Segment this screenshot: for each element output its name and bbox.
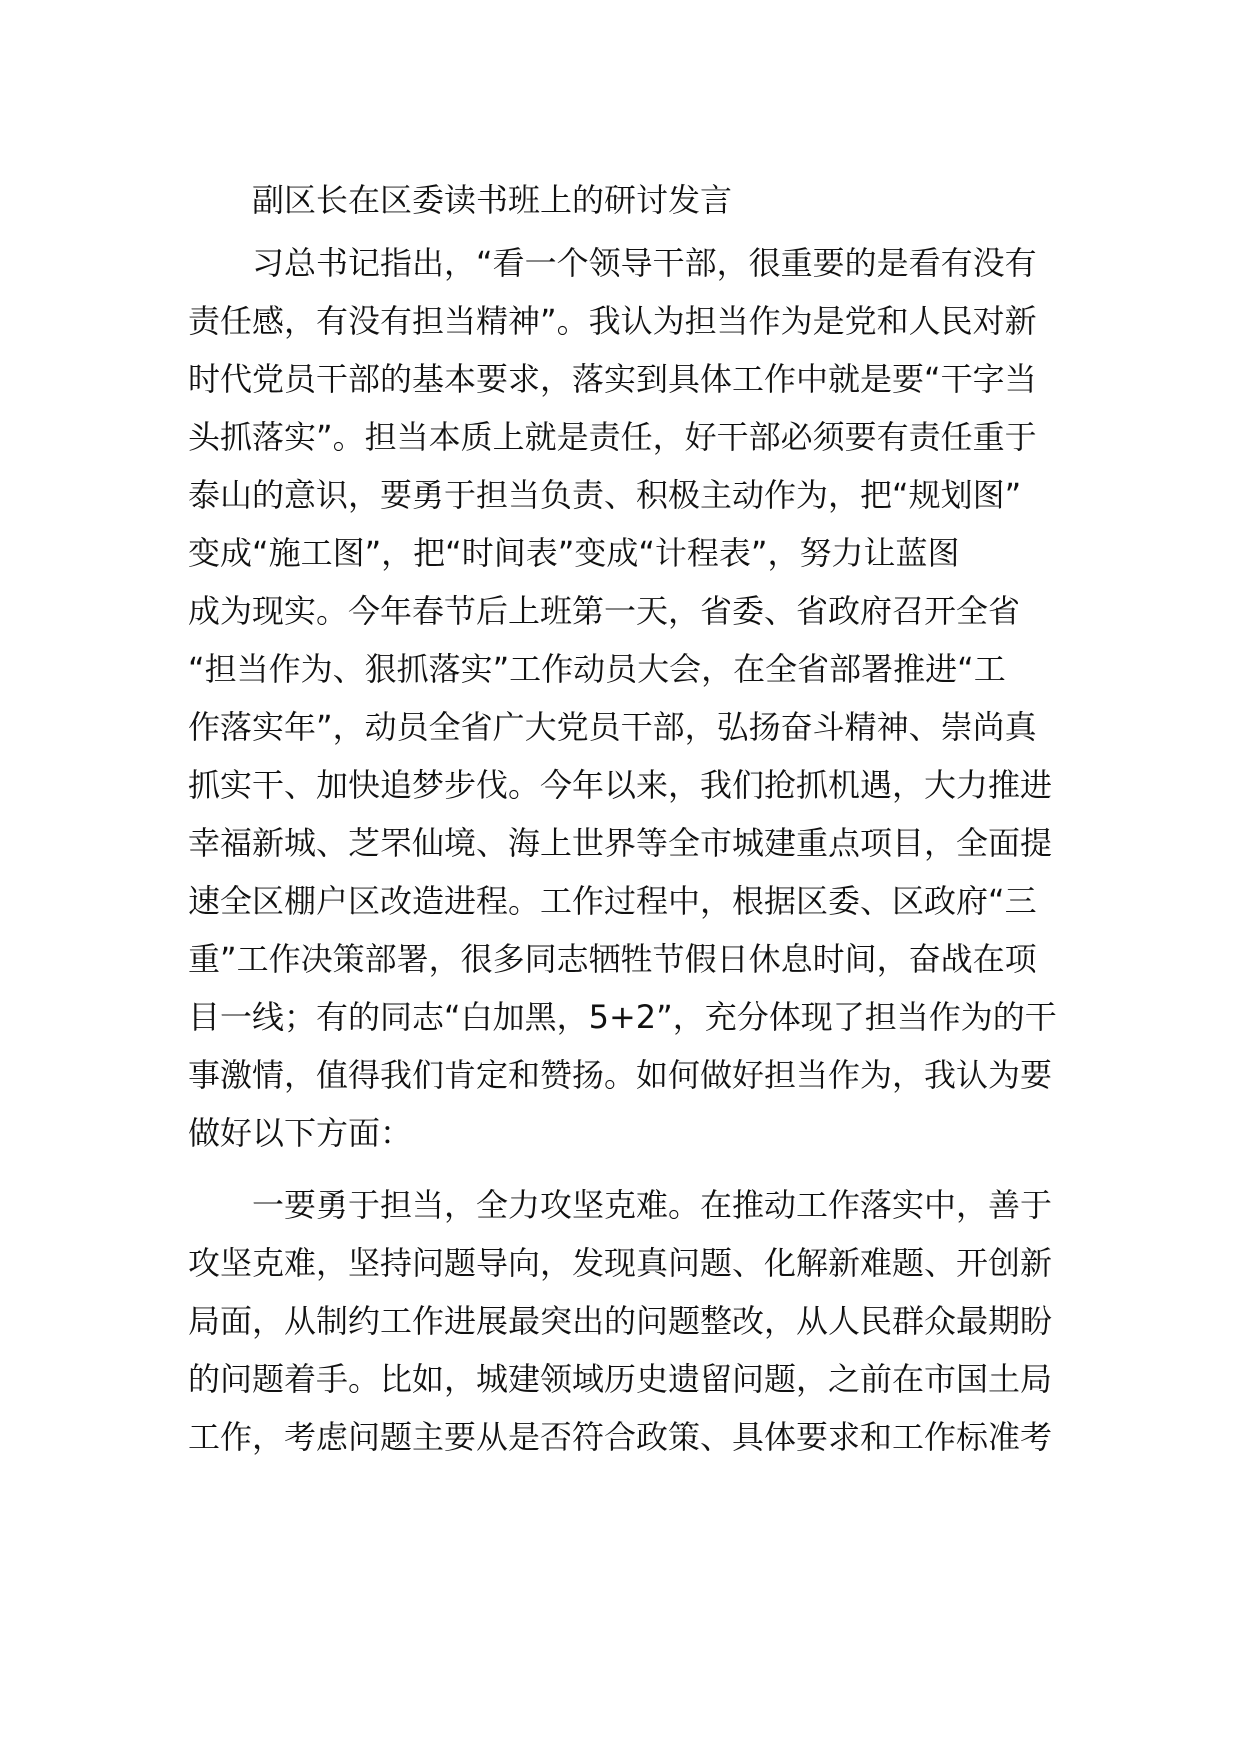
paragraph-line: 事激情，值得我们肯定和赞扬。如何做好担当作为，我认为要 <box>188 1056 1053 1094</box>
paragraph-line: 速全区棚户区改造进程。工作过程中，根据区委、区政府“三 <box>188 882 1037 920</box>
paragraph-line: 习总书记指出，“看一个领导干部，很重要的是看有没有 <box>252 244 1037 282</box>
paragraph-line: “担当作为、狠抓落实”工作动员大会，在全省部署推进“工 <box>188 650 1006 688</box>
paragraph-line: 时代党员干部的基本要求，落实到具体工作中就是要“干字当 <box>188 360 1037 398</box>
paragraph-line: 目一线；有的同志“白加黑，5+2”，充分体现了担当作为的干 <box>188 998 1057 1036</box>
paragraph-line: 头抓落实”。担当本质上就是责任，好干部必须要有责任重于 <box>188 418 1037 456</box>
paragraph-line: 做好以下方面： <box>188 1114 413 1152</box>
paragraph-line: 幸福新城、芝罘仙境、海上世界等全市城建重点项目，全面提 <box>188 824 1053 862</box>
paragraph-line: 的问题着手。比如，城建领域历史遗留问题，之前在市国土局 <box>188 1360 1053 1398</box>
paragraph-line: 一要勇于担当，全力攻坚克难。在推动工作落实中，善于 <box>252 1186 1053 1224</box>
paragraph-line: 变成“施工图”，把“时间表”变成“计程表”，努力让蓝图 <box>188 534 960 572</box>
paragraph-line: 重”工作决策部署，很多同志牺牲节假日休息时间，奋战在项 <box>188 940 1037 978</box>
paragraph-line: 攻坚克难，坚持问题导向，发现真问题、化解新难题、开创新 <box>188 1244 1053 1282</box>
paragraph-line: 抓实干、加快追梦步伐。今年以来，我们抢抓机遇，大力推进 <box>188 766 1053 804</box>
paragraph-line: 责任感，有没有担当精神”。我认为担当作为是党和人民对新 <box>188 302 1037 340</box>
paragraph-line: 成为现实。今年春节后上班第一天，省委、省政府召开全省 <box>188 592 1021 630</box>
paragraph-line: 作落实年”，动员全省广大党员干部，弘扬奋斗精神、崇尚真 <box>188 708 1037 746</box>
document-title: 副区长在区委读书班上的研讨发言 <box>252 181 733 219</box>
paragraph-line: 局面，从制约工作进展最突出的问题整改，从人民群众最期盼 <box>188 1302 1053 1340</box>
paragraph-line: 泰山的意识，要勇于担当负责、积极主动作为，把“规划图” <box>188 476 1022 514</box>
paragraph-line: 工作，考虑问题主要从是否符合政策、具体要求和工作标准考 <box>188 1418 1053 1456</box>
